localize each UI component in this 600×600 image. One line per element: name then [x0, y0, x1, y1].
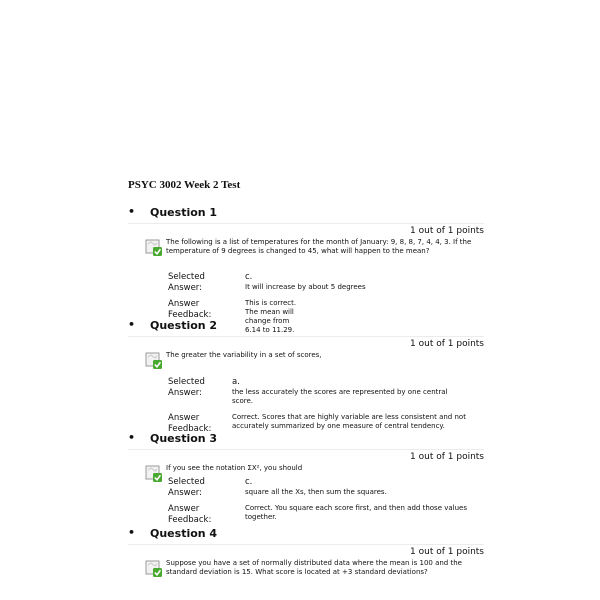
question-title: Question 2: [150, 319, 218, 332]
question-2: [128, 318, 484, 437]
question-text: The following is a list of temperatures for the month of January: 9, 8, 8, 7, 4, 4, 3. If the temperature of 9 degrees is changed to 45, what will happen to the mean?: [166, 238, 472, 255]
question-header: [128, 318, 484, 337]
question-text: Suppose you have a set of normally distributed data where the mean is 100 and the standard deviation is 15. What score is located at +3 standard deviations?: [166, 559, 462, 576]
correct-check-icon: [145, 560, 163, 578]
answer-letter: c.: [245, 272, 253, 282]
bullet: •: [128, 526, 136, 539]
answer-feedback-label: Answer Feedback:: [168, 504, 212, 525]
selected-answer-row: [128, 272, 484, 296]
question-header: [128, 526, 484, 545]
question-points: 1 out of 1 points: [410, 339, 484, 349]
answer-feedback-label: Answer Feedback:: [168, 299, 212, 320]
question-header: [128, 431, 484, 450]
question-text: If you see the notation ΣX², you should: [166, 464, 303, 472]
answer-text: square all the Xs, then sum the squares.: [245, 488, 387, 496]
selected-answer-label: Selected Answer:: [168, 272, 205, 293]
question-header: [128, 205, 484, 224]
answer-text: the less accurately the scores are represented by one central score.: [232, 388, 448, 405]
selected-answer-row: [128, 377, 484, 411]
question-title: Question 4: [150, 527, 218, 540]
question-title: Question 3: [150, 432, 218, 445]
correct-check-icon: [145, 239, 163, 257]
answer-feedback-label: Answer Feedback:: [168, 413, 212, 434]
answer-letter: a.: [232, 377, 240, 387]
bullet: •: [128, 431, 136, 444]
correct-check-icon: [145, 352, 163, 370]
bullet: •: [128, 318, 136, 331]
selected-answer-label: Selected Answer:: [168, 477, 205, 498]
answer-feedback-text: Correct. Scores that are highly variable are less consistent and not accurately summarized by one measure of central tendency.: [232, 413, 466, 430]
answer-text: It will increase by about 5 degrees: [245, 283, 366, 291]
question-points: 1 out of 1 points: [410, 226, 484, 236]
bullet: •: [128, 205, 136, 218]
question-4: [128, 526, 484, 585]
question-text: The greater the variability in a set of scores,: [166, 351, 322, 359]
selected-answer-label: Selected Answer:: [168, 377, 205, 398]
answer-letter: c.: [245, 477, 253, 487]
answer-feedback-text: This is correct. The mean will change from 6.14 to 11.29.: [245, 299, 297, 334]
answer-feedback-text: Correct. You square each score first, and then add those values together.: [245, 504, 467, 521]
question-title: Question 1: [150, 206, 218, 219]
question-points: 1 out of 1 points: [410, 547, 484, 557]
question-points: 1 out of 1 points: [410, 452, 484, 462]
answer-feedback-row: [128, 504, 484, 528]
question-3: [128, 431, 484, 528]
document-title: PSYC 3002 Week 2 Test: [128, 179, 241, 191]
selected-answer-row: [128, 477, 484, 503]
